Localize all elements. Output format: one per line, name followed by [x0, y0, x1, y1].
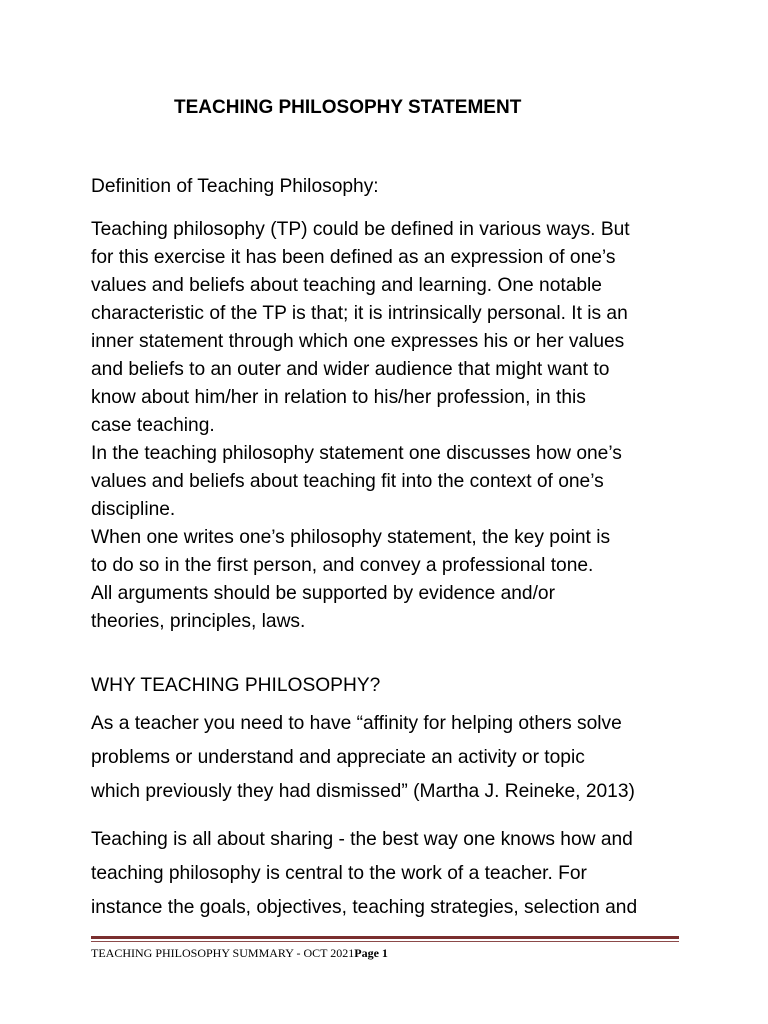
paragraph-line: for this exercise it has been defined as an expression of one’s: [91, 247, 616, 268]
paragraph-line: know about him/her in relation to his/her profession, in this: [91, 387, 586, 408]
paragraph-line: teaching philosophy is central to the work of a teacher. For: [91, 863, 587, 884]
paragraph-line: instance the goals, objectives, teaching strategies, selection and: [91, 897, 638, 918]
paragraph-line: which previously they had dismissed” (Martha J. Reineke, 2013): [91, 781, 635, 802]
paragraph-line: case teaching.: [91, 415, 215, 436]
footer-rule-thick: [91, 936, 679, 939]
paragraph-line: Teaching is all about sharing - the best way one knows how and: [91, 829, 633, 850]
page-footer: [91, 945, 388, 961]
paragraph-line: Teaching philosophy (TP) could be defined in various ways. But: [91, 219, 630, 240]
paragraph-line: characteristic of the TP is that; it is intrinsically personal. It is an: [91, 303, 628, 324]
footer-rule-thin: [91, 941, 679, 942]
paragraph-line: discipline.: [91, 499, 176, 520]
paragraph-line: and beliefs to an outer and wider audience that might want to: [91, 359, 610, 380]
paragraph-line: values and beliefs about teaching fit into the context of one’s: [91, 471, 604, 492]
definition-heading: Definition of Teaching Philosophy:: [91, 176, 379, 197]
footer-text: TEACHING PHILOSOPHY SUMMARY - OCT 2021: [91, 946, 355, 960]
document-title: TEACHING PHILOSOPHY STATEMENT: [174, 97, 522, 118]
page-number: Page 1: [354, 946, 388, 960]
why-heading: WHY TEACHING PHILOSOPHY?: [91, 675, 381, 696]
paragraph-line: inner statement through which one expresses his or her values: [91, 331, 625, 352]
paragraph-line: problems or understand and appreciate an activity or topic: [91, 747, 585, 768]
paragraph-line: As a teacher you need to have “affinity for helping others solve: [91, 713, 622, 734]
paragraph-line: values and beliefs about teaching and learning. One notable: [91, 275, 602, 296]
paragraph-line: In the teaching philosophy statement one discusses how one’s: [91, 443, 622, 464]
paragraph-line: All arguments should be supported by evidence and/or: [91, 583, 555, 604]
paragraph-line: to do so in the first person, and convey a professional tone.: [91, 555, 594, 576]
paragraph-line: theories, principles, laws.: [91, 611, 306, 632]
paragraph-line: When one writes one’s philosophy statement, the key point is: [91, 527, 611, 548]
